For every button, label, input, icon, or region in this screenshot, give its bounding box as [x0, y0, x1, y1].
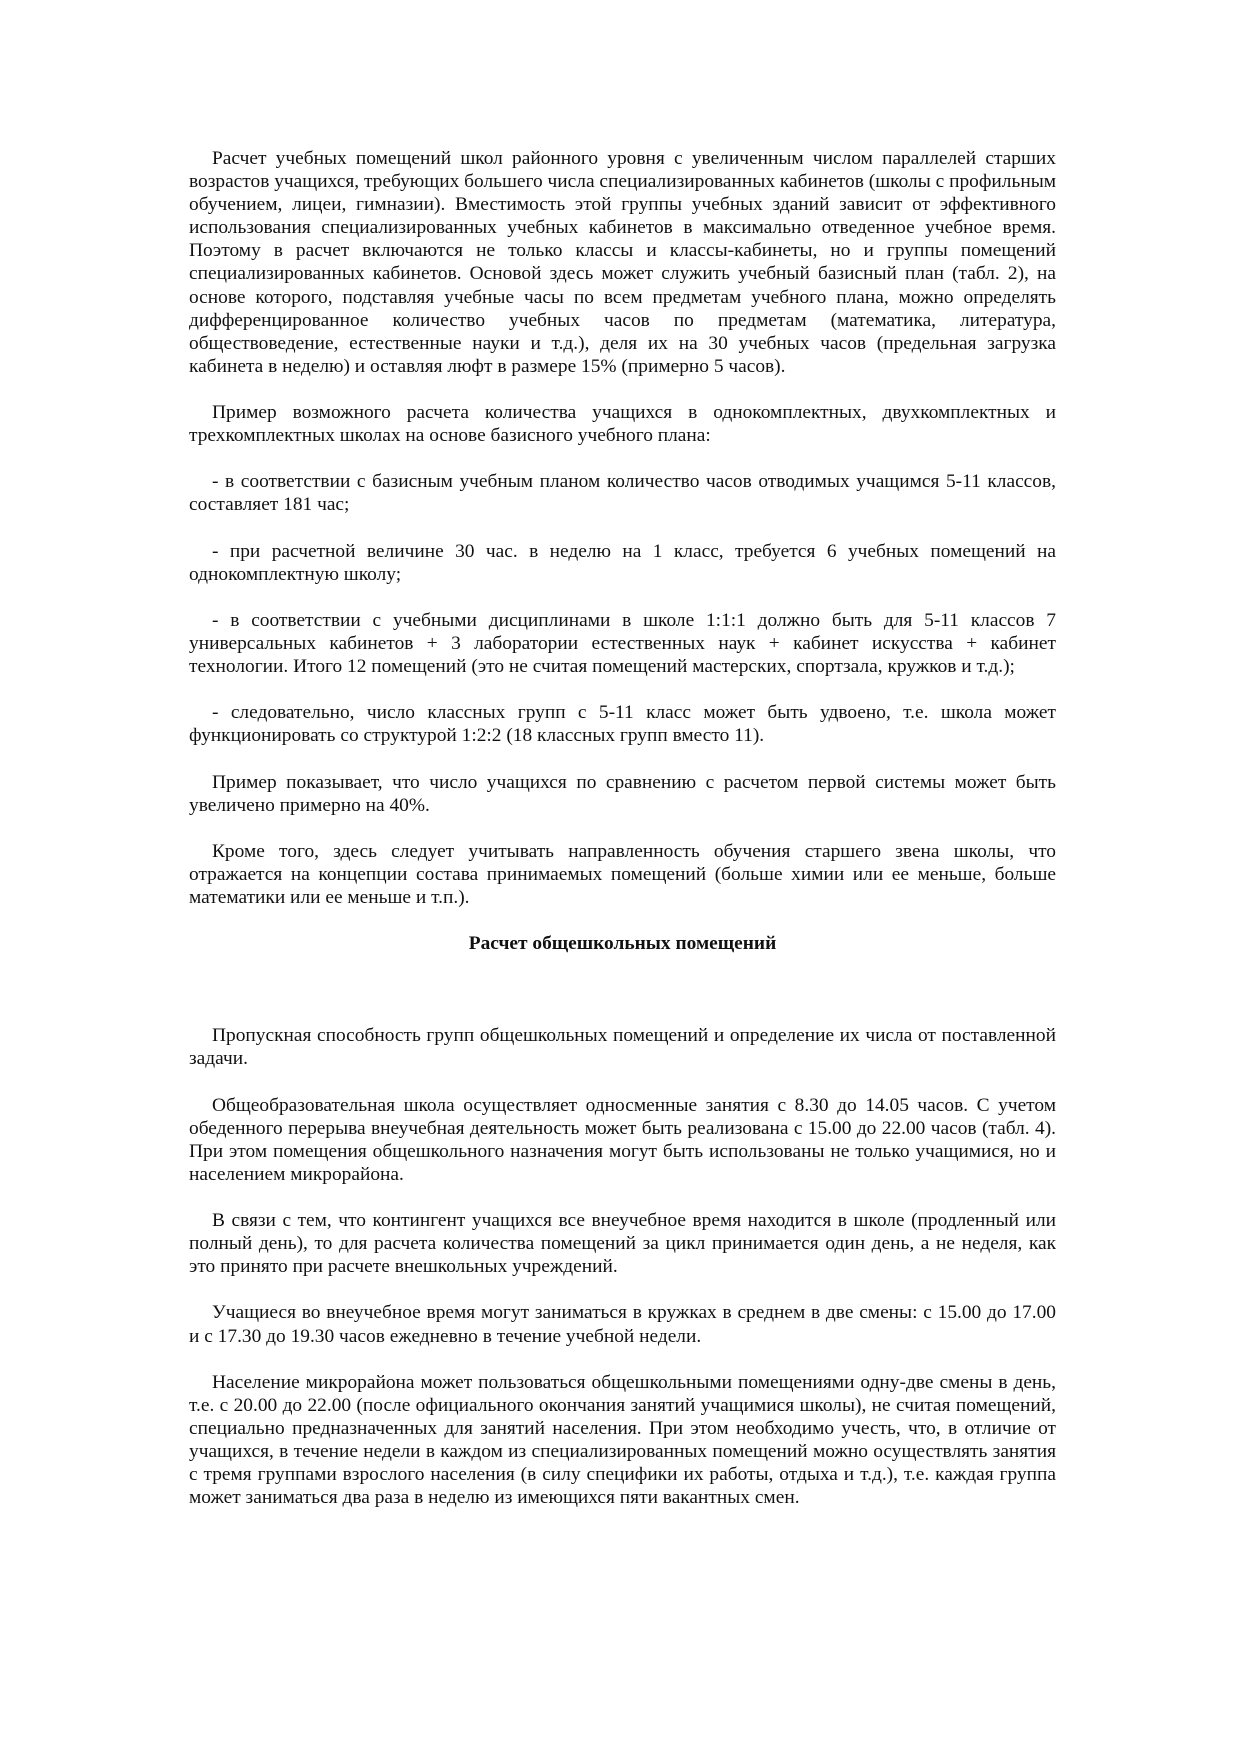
section-common-rooms-calculation: [189, 1024, 1056, 1509]
list-item: - в соответствии с базисным учебным планом количество часов отводимых учащимся 5-11 классов, составляет 181 час;: [189, 471, 1056, 516]
paragraph: Расчет учебных помещений школ районного уровня с увеличенным числом параллелей старших возрастов учащихся, требующих большего числа специализированных кабинетов (школы с профильным обучением, лицеи, гимназии). Вместимость этой группы учебных зданий зависит от эффективного использования специализированных учебных кабинетов в максимально отведенное учебное время. Поэтому в расчет включаются не только классы и классы-кабинеты, но и группы помещений специализированных кабинетов. Основой здесь может служить учебный базисный план (табл. 2), на основе которого, подставляя учебные часы по всем предметам учебного плана, можно определять дифференцированное количество учебных часов по предметам (математика, литература, обществоведение, естественные науки и т.д.), деля их на 30 учебных часов (предельная загрузка кабинета в неделю) и оставляя люфт в размере 15% (примерно 5 часов).: [189, 148, 1056, 377]
paragraph: В связи с тем, что контингент учащихся все внеучебное время находится в школе (продленный или полный день), то для расчета количества помещений за цикл принимается один день, а не неделя, как это принято при расчете внешкольных учреждений.: [189, 1210, 1056, 1278]
list-item: - следовательно, число классных групп с 5-11 класс может быть удвоено, т.е. школа может функционировать со структурой 1:2:2 (18 классных групп вместо 11).: [189, 702, 1056, 747]
paragraph: Население микрорайона может пользоваться общешкольными помещениями одну-две смены в день, т.е. с 20.00 до 22.00 (после официального окончания занятий учащимися школы), не считая помещений, специально предназначенных для занятий населения. При этом необходимо учесть, что, в отличие от учащихся, в течение недели в каждом из специализированных помещений можно осуществлять занятия с тремя группами взрослого населения (в силу специфики их работы, отдыха и т.д.), т.е. каждая группа может заниматься два раза в неделю из имеющихся пяти вакантных смен.: [189, 1371, 1056, 1509]
paragraph: Пример показывает, что число учащихся по сравнению с расчетом первой системы может быть увеличено примерно на 40%.: [189, 771, 1056, 816]
section-school-rooms-calculation: [189, 147, 1056, 909]
paragraph: Учащиеся во внеучебное время могут заниматься в кружках в среднем в две смены: с 15.00 до 17.00 и с 17.30 до 19.30 часов ежедневно в течение учебной недели.: [189, 1302, 1056, 1347]
heading-spacer: [189, 955, 1056, 1024]
list-item: - при расчетной величине 30 час. в неделю на 1 класс, требуется 6 учебных помещений на однокомплектную школу;: [189, 540, 1056, 585]
paragraph: Общеобразовательная школа осуществляет односменные занятия с 8.30 до 14.05 часов. С учетом обеденного перерыва внеучебная деятельность может быть реализована с 15.00 до 22.00 часов (табл. 4). При этом помещения общешкольного назначения могут быть использованы не только учащимися, но и населением микрорайона.: [189, 1094, 1056, 1185]
list-item: - в соответствии с учебными дисциплинами в школе 1:1:1 должно быть для 5-11 классов 7 универсальных кабинетов + 3 лаборатории естественных наук + кабинет искусства + кабинет технологии. Итого 12 помещений (это не считая помещений мастерских, спортзала, кружков и т.д.);: [189, 609, 1056, 678]
document-page: [189, 147, 1056, 1532]
paragraph: Пример возможного расчета количества учащихся в однокомплектных, двухкомплектных и трехкомплектных школах на основе базисного учебного плана:: [189, 402, 1056, 447]
paragraph: Кроме того, здесь следует учитывать направленность обучения старшего звена школы, что отражается на концепции состава принимаемых помещений (больше химии или ее меньше, больше математики или ее меньше и т.п.).: [189, 840, 1056, 908]
paragraph: Пропускная способность групп общешкольных помещений и определение их числа от поставленной задачи.: [189, 1025, 1056, 1070]
section-heading: Расчет общешкольных помещений: [468, 933, 777, 955]
